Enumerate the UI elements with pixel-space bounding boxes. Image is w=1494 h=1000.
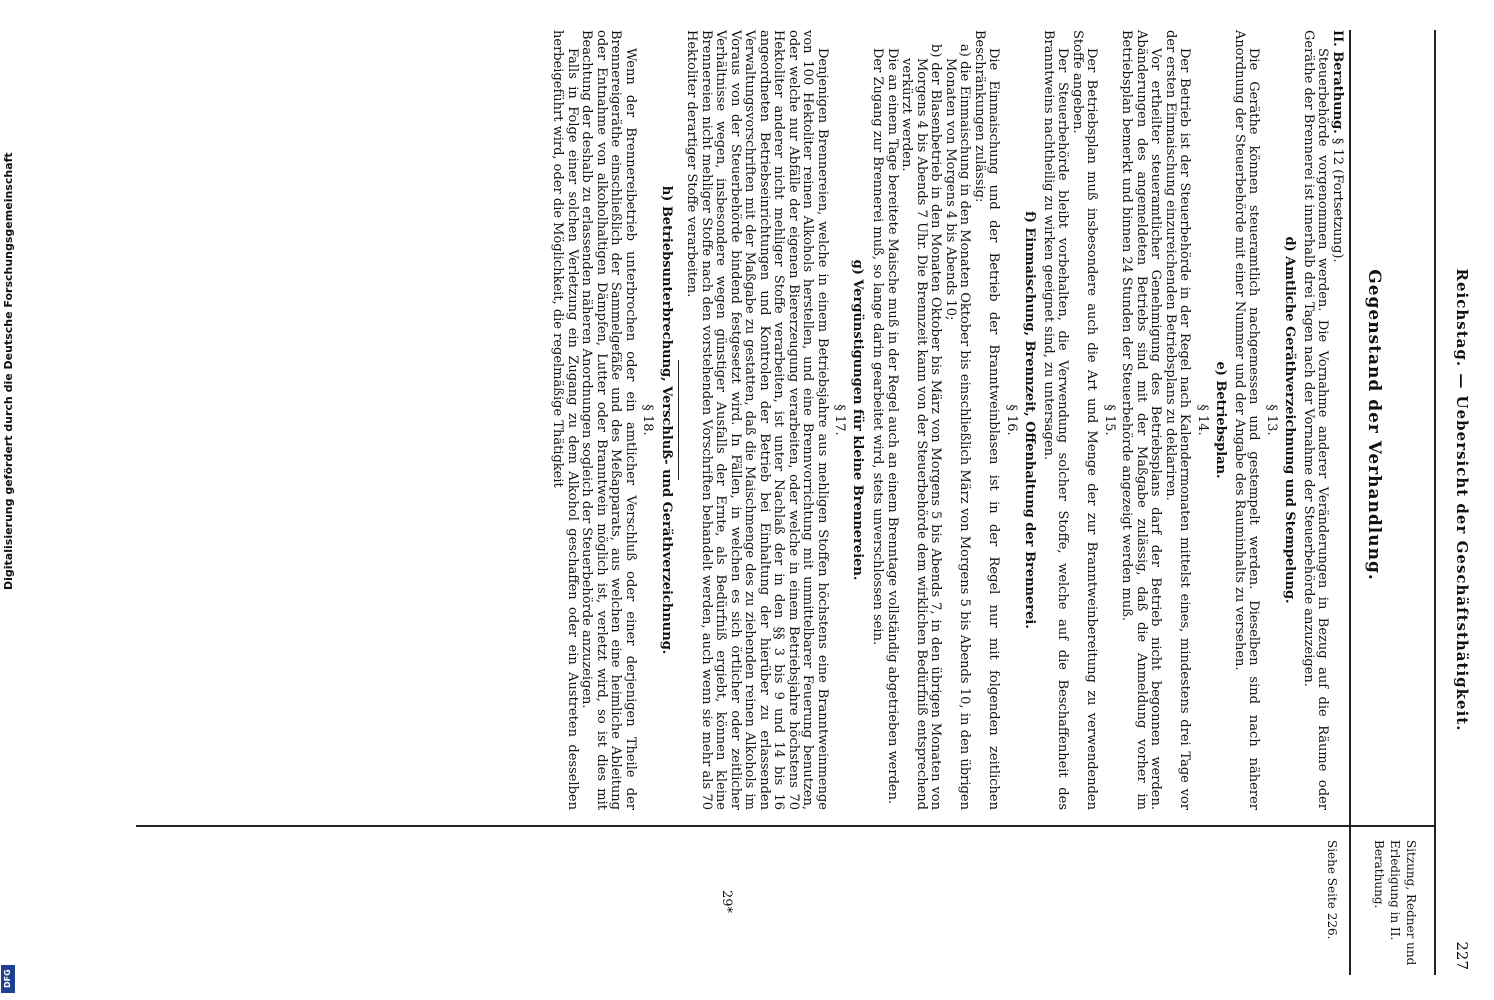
text-16b: Die an einem Tage bereitete Maische muß in der Regel auch an einem Brenntage vollständig abgetrieben werden. — [885, 48, 900, 805]
main-text — [550, 30, 1344, 810]
subheading-h: h) Betriebsunterbrechung, Verschluß- und Geräthverzeichnung. — [659, 185, 674, 655]
text-17: Denjenigen Brennereien, welche in einem Betriebsjahre aus mehligen Stoffen höchstens eine Branntweinmenge von 100 Hektoliter reinen Alkohols herstellen, und eine Brennvorrichtung mit unmittelbarer Feuerung benutzen, oder welche nur Abfälle der eigenen Biererzeugung verarbeiten, oder welche in einem Betriebsjahre höchstens 70 Hektoliter anderer nicht mehliger Stoffe verarbeiten, ist unter Nachlaß der in den §§ 3 bis 9 und 14 bis 16 angeordneten Betriebseinrichtungen und Kontrolen der Betrieb bei Einhaltung der hierüber zu erlassenden Verwaltungsvorschriften mit der Maßgabe zu gestatten, daß die Maischmenge des zu ziehenden reinen Alkohols im Voraus von der Steuerbehörde bindend festgesetzt wird. In Fällen, in welchen es sich örtlicher oder zeitlicher Verhältnisse wegen, insbesondere wegen günstiger Ausfalls der Ernte, als Bedürfniß ergiebt, können kleine Brennereien nicht mehliger Stoffe nach den vorstehenden Vorschriften behandelt werden, auch wenn sie mehr als 70 Hektoliter derartiger Stoffe verarbeiten. — [684, 30, 830, 810]
subheading-e: e) Betriebsplan. — [1213, 361, 1229, 479]
main-column-heading: Gegenstand der Verhandlung. — [1364, 269, 1384, 581]
opening-paragraph — [1330, 30, 1345, 810]
dfg-logo: DFG — [1, 965, 15, 993]
list-item-a: a) die Einmaischung in den Monaten Oktober bis einschließlich März von Morgens 5 bis Abends 10, in den übrigen Monaten von Morgens 4 bis Abends 10; — [943, 44, 973, 810]
subheading-d: d) Amtliche Geräthverzeichnung und Stempelung. — [1282, 236, 1298, 604]
side-page-reference: Siehe Seite 226. — [1325, 840, 1339, 940]
text-18b: Falls in Folge einer solchen Verletzung ein Zugang zu dem Alkohol geschaffen oder ein Austreten desselben herbeigeführt wird, oder die Möglichkeit, die regelmäßige Thätigkeit — [550, 30, 580, 810]
document-page — [54, 10, 1494, 990]
text-13: Die Geräthe können steueramtlich nachgemessen und gestempelt werden. Dieselben sind nach näherer Anordnung der Steuerbehörde mit einer Nummer und der Angabe des Rauminhalts zu versehen. — [1232, 30, 1262, 810]
section-13: § 13. — [1264, 404, 1279, 436]
text-16: Die Einmaischung und der Betrieb der Branntweinblasen ist in der Regel nur mit folgenden zeitlichen Beschränkungen zulässig: — [972, 30, 1002, 810]
side-column-heading: Sitzung, Redner und Erledigung in II. Berathung. — [1372, 840, 1418, 966]
section-18: § 18. — [640, 404, 656, 436]
text-18a: Wenn der Brennereibetrieb unterbrochen oder ein amtlicher Verschluß oder einer derjenigen Theile der Brennereigeräthe einschließlich der Sammelgefäße und des Meßapparats, aus welchen eine heimliche Ableitung oder Entnahme von alkoholhaltigen Dämpfen, Lutter oder Branntwein möglich ist, verletzt wird, so ist dies mit Beachtung der deshalb zu erlassenden näheren Anordnungen sogleich der Steuerbehörde anzuzeigen. — [579, 30, 638, 810]
list-item-b: b) der Blasenbetrieb in den Monaten Oktober bis März von Morgens 5 bis Abends 7, in den übrigen Monaten von Morgens 4 bis Abends 7 Uhr. Die Brennzeit kann von der Steuerbehörde dem wirklichen Bedürfniß entsprechend verkürzt werden. — [899, 44, 944, 810]
funding-notice: Digitalisierung gefördert durch die Deutsche Forschungsgemeinschaft — [2, 152, 15, 590]
text-15b: Der Steuerbehörde bleibt vorbehalten, die Verwendung solcher Stoffe, welche auf die Beschaffenheit des Branntweins nachtheilig zu wirken geeignet sind, zu untersagen. — [1041, 30, 1071, 810]
text-14a: Der Betrieb ist der Steuerbehörde in der Regel nach Kalendermonaten mittelst eines, mindestens drei Tage vor der ersten Einmaischung einzureichenden Betriebsplans zu deklariren. — [1163, 30, 1193, 810]
opening-label: II. Berathung. — [1330, 30, 1345, 134]
section-16: § 16. — [1004, 404, 1019, 436]
header-rule-bottom — [1349, 30, 1351, 975]
page-header — [1439, 30, 1479, 970]
column-divider — [136, 825, 1436, 827]
text-14b: Vor ertheilter steueramtlicher Genehmigung des Betriebsplans darf der Betrieb nicht begonnen werden. Abänderungen des angemeldeten Betriebs sind mit der Maßgabe zulässig, daß die Anmeldung vorher im Betriebsplan bemerkt und binnen 24 Stunden der Steuerbehörde angezeigt werden muß. — [1119, 30, 1164, 810]
text-15a: Der Betriebsplan muß insbesondere auch die Art und Menge der zur Branntweinbereitung zu verwendenden Stoffe angeben. — [1070, 30, 1100, 810]
subheading-g: g) Vergünstigungen für kleine Brennereien. — [850, 259, 865, 581]
text-16c: Der Zugang zur Brennerei muß, so lange darin gearbeitet wird, stets unverschlossen sein. — [870, 48, 886, 646]
opening-section: § 12 (Fortsetzung). — [1330, 137, 1345, 263]
signature-mark: 29* — [719, 890, 734, 914]
section-17: § 17. — [832, 404, 848, 436]
section-14: § 14. — [1195, 404, 1210, 436]
opening-text: Steuerbehörde vorgenommen werden. Die Vornahme anderer Veränderungen in Bezug auf die Räume oder Geräthe der Brennerei ist innerhalb drei Tagen nach der Vornahme der Steuerbehörde anzuzeigen. — [1301, 30, 1331, 810]
subheading-f: f) Einmaischung, Brennzeit, Offenhaltung der Brennerei. — [1022, 211, 1038, 629]
page-title: Reichstag. — Uebersicht der Geschäftsthätigkeit. — [1453, 268, 1471, 732]
header-rule-top — [1434, 30, 1436, 975]
section-divider — [678, 360, 679, 480]
page-number: 227 — [1453, 941, 1471, 970]
section-15: § 15. — [1102, 404, 1117, 436]
